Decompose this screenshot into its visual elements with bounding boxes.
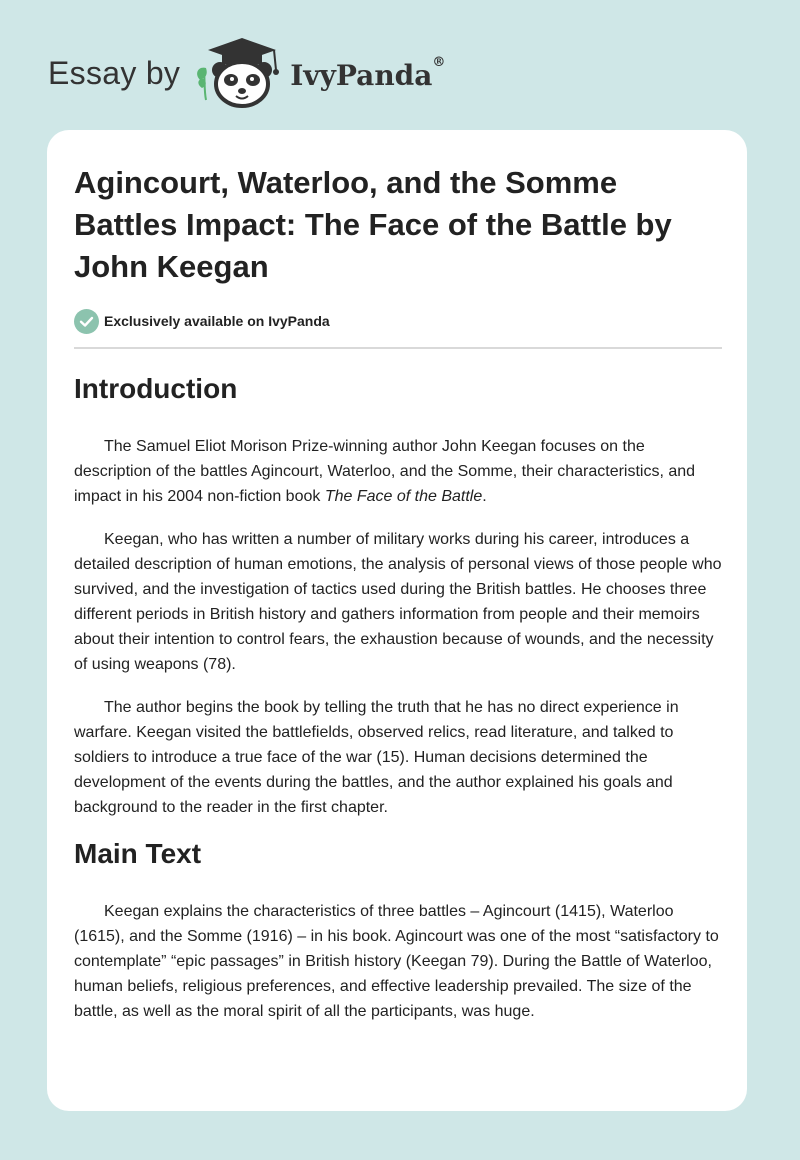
brand-header — [48, 36, 445, 110]
check-circle-icon — [74, 309, 99, 334]
registered-mark: ® — [432, 54, 446, 70]
book-title: The Face of the Battle — [324, 488, 483, 505]
paragraph — [74, 434, 722, 509]
section-heading-introduction: Introduction — [74, 373, 238, 404]
title-divider — [74, 347, 722, 349]
brand-name-text: IvyPanda — [290, 58, 433, 92]
brand-prefix: Essay by — [48, 54, 181, 91]
brand-name — [290, 54, 446, 92]
paragraph: Keegan explains the characteristics of three battles – Agincourt (1415), Waterloo (1615), and the Somme (1916) – in his book. Agincourt was one of the most “satisfactory to contemplate” “epic passages” in British history (Keegan 79). During the Battle of Waterloo, human beliefs, religious preferences, and effective leadership prevailed. The size of the battle, as well as the moral spirit of all the participants, was huge. — [74, 903, 719, 1020]
essay-card — [47, 130, 747, 1111]
exclusive-badge — [74, 308, 722, 334]
panda-graduate-icon[interactable] — [192, 36, 288, 110]
paragraph-end: . — [482, 488, 487, 505]
exclusive-badge-text: Exclusively available on IvyPanda — [104, 313, 330, 329]
paragraph: Keegan, who has written a number of military works during his career, introduces a detailed description of human emotions, the analysis of personal views of those people who survived, and the investigation of tactics used during the British battles. He chooses three different periods in British history and gathers information from people and their memoirs about their intention to control fears, the exhaustion because of wounds, and the necessity of using weapons (78). — [74, 531, 722, 673]
essay-title: Agincourt, Waterloo, and the Somme Battles Impact: The Face of the Battle by John Keegan — [74, 165, 672, 284]
section-heading-main-text: Main Text — [74, 838, 202, 869]
paragraph: The author begins the book by telling the truth that he has no direct experience in warfare. Keegan visited the battlefields, observed relics, read literature, and talked to soldiers to introduce a true face of the war (15). Human decisions determined the development of the events during the battles, and the author explained his goals and background to the reader in the first chapter. — [74, 699, 679, 816]
essay-content — [74, 162, 722, 1024]
paragraph-text: The Samuel Eliot Morison Prize-winning author John Keegan focuses on the description of the battles Agincourt, Waterloo, and the Somme, their characteristics, and impact in his 2004 non-fiction book — [74, 438, 696, 505]
